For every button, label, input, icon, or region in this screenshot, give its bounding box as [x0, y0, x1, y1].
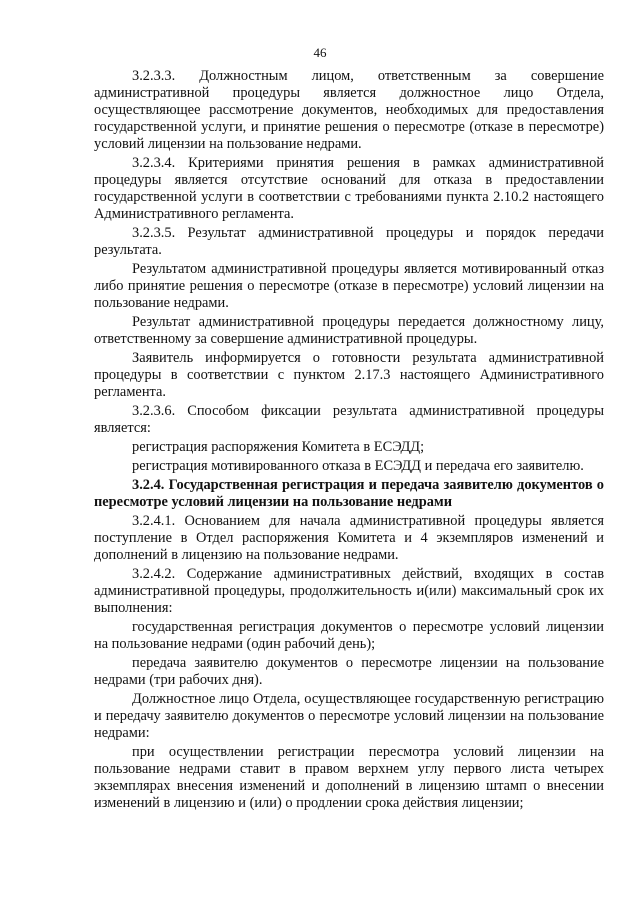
list-item-state-registration: государственная регистрация документов о пересмотре условий лицензии на пользование недрами (один рабочий день);	[94, 619, 604, 652]
paragraph-3-2-4-1: 3.2.4.1. Основанием для начала административной процедуры является поступление в Отдел распоряжения Комитета и 4 экземпляров изменений и дополнений в лицензию на пользование недрами.	[94, 513, 604, 563]
list-item-registration-refusal: регистрация мотивированного отказа в ЕСЭДД и передача его заявителю.	[132, 458, 584, 474]
paragraph-result-transfer: Результат административной процедуры передается должностному лицу, ответственному за совершение административной процедуры.	[94, 314, 604, 347]
paragraph-registration-stamp: при осуществлении регистрации пересмотра условий лицензии на пользование недрами ставит в правом верхнем углу первого листа четырех экземплярах внесения изменений и дополнений в лицензию штамп о внесении изменений в лицензию и (или) о продлении срока действия лицензии;	[94, 744, 604, 811]
list-item-registration-order: регистрация распоряжения Комитета в ЕСЭДД;	[132, 439, 425, 455]
section-heading-3-2-4: 3.2.4. Государственная регистрация и передача заявителю документов о пересмотре условий лицензии на пользование недрами	[94, 477, 604, 510]
paragraph-result: Результатом административной процедуры является мотивированный отказ либо принятие решения о пересмотре (отказе в пересмотре) условий лицензии на пользование недрами.	[94, 261, 604, 311]
paragraph-applicant-informed: Заявитель информируется о готовности результата административной процедуры в соответствии с пунктом 2.17.3 настоящего Административного регламента.	[94, 350, 604, 400]
paragraph-official: Должностное лицо Отдела, осуществляющее государственную регистрацию и передачу заявителю документов о пересмотре условий лицензии на пользование недрами:	[94, 691, 604, 741]
document-body	[94, 68, 604, 814]
paragraph-3-2-3-3: 3.2.3.3. Должностным лицом, ответственным за совершение административной процедуры является должностное лицо Отдела, осуществляющее рассмотрение документов, необходимых для предоставления государственной услуги, и принятие решения о пересмотре (отказе в пересмотре) условий лицензии на пользование недрами.	[94, 68, 604, 152]
paragraph-3-2-3-6: 3.2.3.6. Способом фиксации результата административной процедуры является:	[94, 403, 604, 436]
list-item-transfer-documents: передача заявителю документов о пересмотре лицензии на пользование недрами (три рабочих дня).	[94, 655, 604, 688]
paragraph-3-2-3-5: 3.2.3.5. Результат административной процедуры и порядок передачи результата.	[94, 225, 604, 258]
page-number: 46	[313, 45, 327, 60]
paragraph-3-2-4-2: 3.2.4.2. Содержание административных действий, входящих в состав административной процедуры, продолжительность и(или) максимальный срок их выполнения:	[94, 566, 604, 616]
paragraph-3-2-3-4: 3.2.3.4. Критериями принятия решения в рамках административной процедуры является отсутствие оснований для отказа в предоставлении государственной услуги в соответствии с требованиями пункта 2.10.2 настоящего Административного регламента.	[94, 155, 604, 222]
